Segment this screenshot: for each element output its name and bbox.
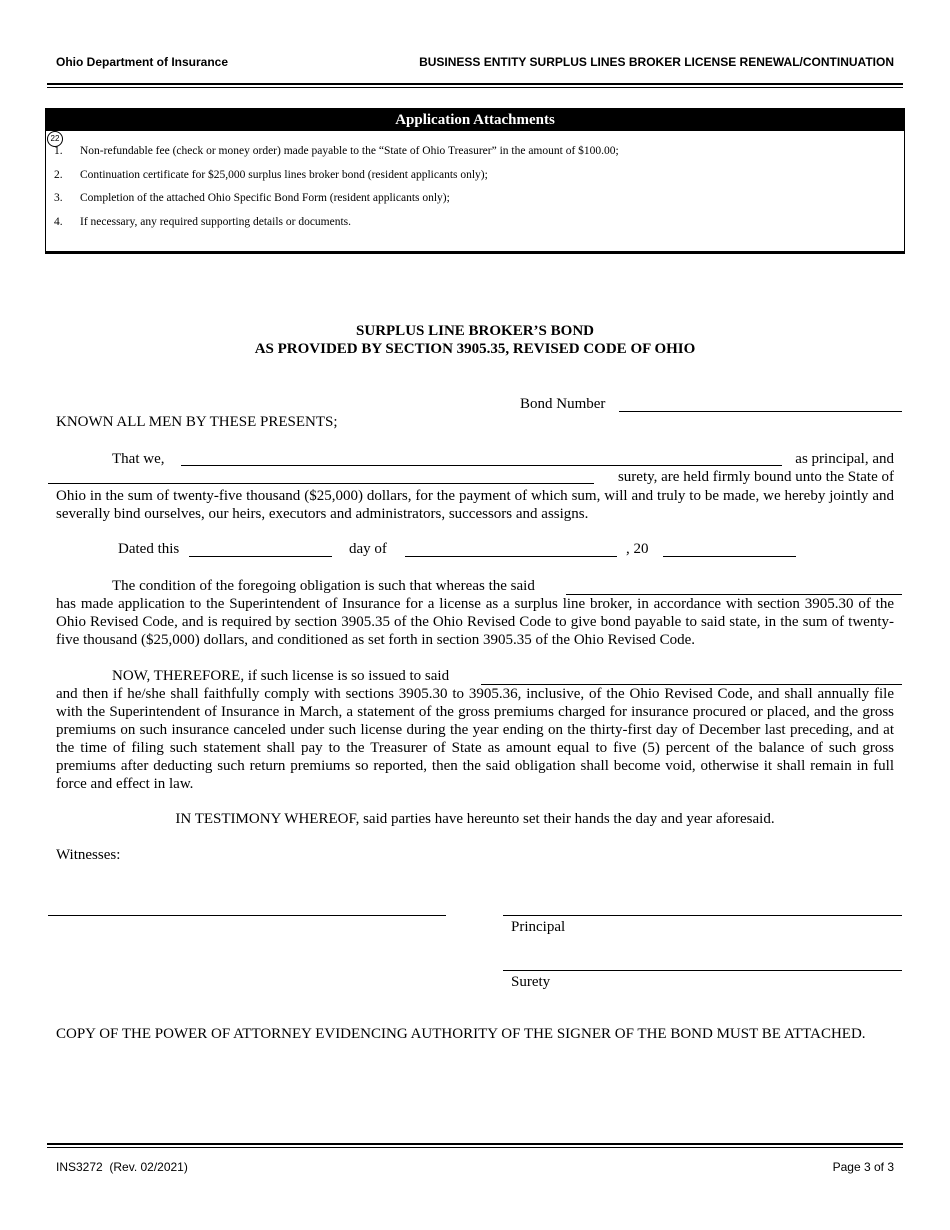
dated-day-field[interactable] xyxy=(189,556,332,557)
year-prefix-label: , 20 xyxy=(626,541,649,557)
as-principal-label: as principal, and xyxy=(795,451,894,467)
condition-paragraph: has made application to the Superintendent of Insurance for a license as a surplus line broker, in accordance with section 3905.30 of the Ohio Revised Code, and is required by section 3905.35 of the Ohio Revised Code to give bond payable to said state, in the sum of twenty-five thousand ($25,000) dollars, and conditioned as set forth in section 3905.35 of the Ohio Revised Code. xyxy=(56,596,894,648)
form-id: INS3272 (Rev. 02/2021) xyxy=(56,1160,188,1174)
testimony-statement: IN TESTIMONY WHEREOF, said parties have hereunto set their hands the day and year aforesaid. xyxy=(175,811,775,827)
dated-year-field[interactable] xyxy=(663,556,796,557)
known-all-men: KNOWN ALL MEN BY THESE PRESENTS; xyxy=(56,414,338,430)
dated-this-label: Dated this xyxy=(118,541,180,557)
condition-lead: The condition of the foregoing obligation is such that whereas the said xyxy=(112,578,535,594)
header-rule-bottom xyxy=(47,87,903,88)
attachments-section xyxy=(45,108,905,254)
principal-name-field[interactable] xyxy=(181,465,782,466)
footer-rule-top xyxy=(47,1143,903,1145)
now-therefore-lead: NOW, THEREFORE, if such license is so issued to said xyxy=(112,668,450,684)
header-rule-top xyxy=(47,83,903,85)
dated-month-field[interactable] xyxy=(405,556,617,557)
bond-number-label: Bond Number xyxy=(520,396,606,412)
bond-number-field[interactable] xyxy=(619,411,902,412)
now-therefore-paragraph: and then if he/she shall faithfully comply with sections 3905.30 to 3905.36, inclusive, of the Ohio Revised Code, and shall annually file with the Superintendent of Insurance in March, a statement of the gross premiums charged for insurance procured or placed, and the gross premiums on such insurance canceled under such license during the year ending on the thirty-first day of December last preceding, and at the time of filing such statement shall pay to the Treasurer of State as amount equal to five (5) percent of the balance of such gross premiums after deducting such return premiums so reported, then the said obligation shall become void, otherwise it shall remain in full force and effect in law. xyxy=(56,686,894,792)
header-form-title: BUSINESS ENTITY SURPLUS LINES BROKER LICENSE RENEWAL/CONTINUATION xyxy=(419,55,894,69)
surety-label: Surety xyxy=(511,974,551,990)
surety-name-field[interactable] xyxy=(48,483,594,484)
surety-signature-line[interactable] xyxy=(503,970,902,971)
surety-held-label: surety, are held firmly bound unto the State of xyxy=(617,469,894,485)
bond-title: SURPLUS LINE BROKER’S BOND xyxy=(356,323,594,339)
header-agency: Ohio Department of Insurance xyxy=(56,55,229,69)
day-of-label: day of xyxy=(349,541,387,557)
witnesses-label: Witnesses: xyxy=(56,847,121,863)
bond-obligation-paragraph: Ohio in the sum of twenty-five thousand ($25,000) dollars, for the payment of which sum, will and truly to be made, we hereby jointly and severally bind ourselves, our heirs, executors and administrators, successors and assigns. xyxy=(56,488,894,522)
principal-label: Principal xyxy=(511,919,566,935)
question-number-badge: 22 xyxy=(47,131,63,147)
witness-signature-line[interactable] xyxy=(48,915,446,916)
footer-rule-bottom xyxy=(47,1147,903,1148)
power-of-attorney-notice: COPY OF THE POWER OF ATTORNEY EVIDENCING AUTHORITY OF THE SIGNER OF THE BOND MUST BE ATTACHED. xyxy=(56,1026,866,1042)
page-number: Page 3 of 3 xyxy=(832,1160,894,1174)
bond-subtitle: AS PROVIDED BY SECTION 3905.35, REVISED CODE OF OHIO xyxy=(254,341,696,357)
principal-signature-line[interactable] xyxy=(503,915,902,916)
that-we-label: That we, xyxy=(112,451,165,467)
attachments-title: Application Attachments xyxy=(46,109,904,131)
